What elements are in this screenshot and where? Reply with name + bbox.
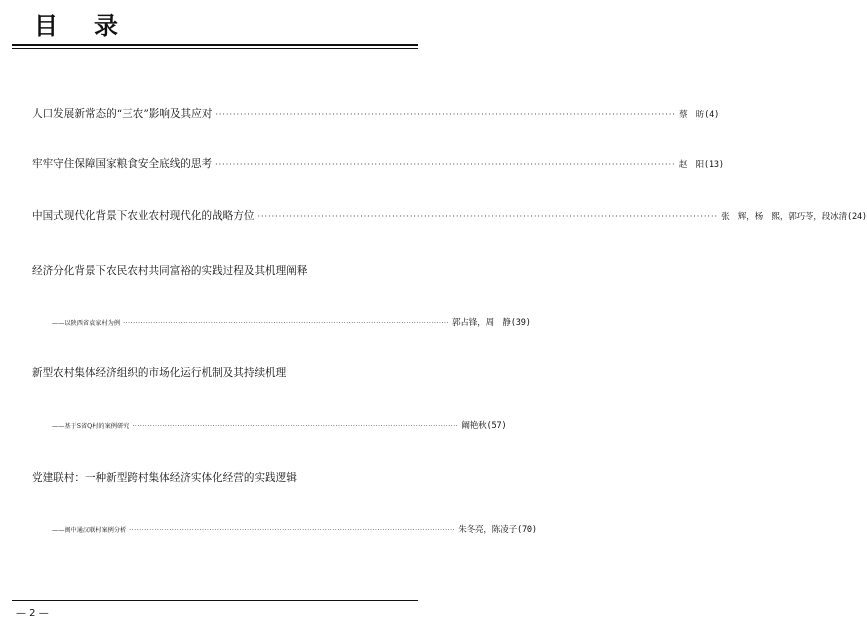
toc-entry-authors: 蔡 昉	[678, 110, 705, 120]
footer-rule	[12, 600, 418, 601]
toc-entry-page: (70)	[516, 525, 537, 535]
toc-entry-authors: 朱冬亮，陈凌子	[458, 525, 517, 535]
leader-dots: ··································································································································	[257, 212, 719, 221]
toc-entry-subline[interactable]	[52, 523, 537, 535]
toc-entry[interactable]	[32, 208, 867, 223]
leader-dots: ··································································································································	[215, 110, 676, 119]
toc-entry-subline[interactable]	[52, 316, 531, 328]
toc-entry-title: 人口发展新常态的“三农”影响及其应对	[32, 108, 213, 120]
leader-dots: ··································································································································	[215, 160, 676, 169]
toc-entry-subline[interactable]	[52, 419, 507, 431]
toc-entry-authors: 阚艳秋	[461, 421, 487, 431]
page-number: — 2 —	[16, 608, 49, 619]
toc-entry-authors: 郭占锋，周 静	[452, 318, 511, 328]
toc-entry-subtitle: ——闽中通汉联村案例分析	[52, 527, 127, 534]
toc-entry-title[interactable]: 经济分化背景下农民农村共同富裕的实践过程及其机理阐释	[32, 265, 308, 277]
toc-entry[interactable]	[32, 156, 724, 171]
header-rule-thick	[12, 44, 418, 46]
toc-entry-title[interactable]: 党建联村：一种新型跨村集体经济实体化经营的实践逻辑	[32, 472, 297, 484]
toc-entry-title: 中国式现代化背景下农业农村现代化的战略方位	[32, 210, 255, 222]
toc-entry-title: 牢牢守住保障国家粮食安全底线的思考	[32, 158, 213, 170]
leader-dots: ··································································································································	[132, 423, 459, 430]
toc-entry-authors: 赵 阳	[678, 160, 704, 170]
toc-entry-page: (57)	[486, 421, 507, 431]
header-rule-thin	[12, 48, 418, 49]
leader-dots: ··································································································································	[123, 320, 450, 327]
toc-entry-page: (13)	[703, 160, 724, 170]
page-title: 目录	[34, 12, 154, 40]
toc-entry-subtitle: ——基于S省Q村的案例研究	[52, 423, 130, 430]
toc-entry-page: (4)	[704, 110, 720, 120]
toc-entry-title[interactable]: 新型农村集体经济组织的市场化运行机制及其持续机理	[32, 367, 287, 379]
toc-entry-page: (24)	[846, 212, 867, 222]
toc-entry[interactable]	[32, 106, 720, 121]
toc-entry-authors: 张 辉，杨 熙，郭巧苓，段冰清	[721, 212, 847, 222]
toc-entry-page: (39)	[510, 318, 531, 328]
leader-dots: ··································································································································	[129, 527, 456, 534]
toc-entry-subtitle: ——以陕西省袁家村为例	[52, 320, 121, 327]
